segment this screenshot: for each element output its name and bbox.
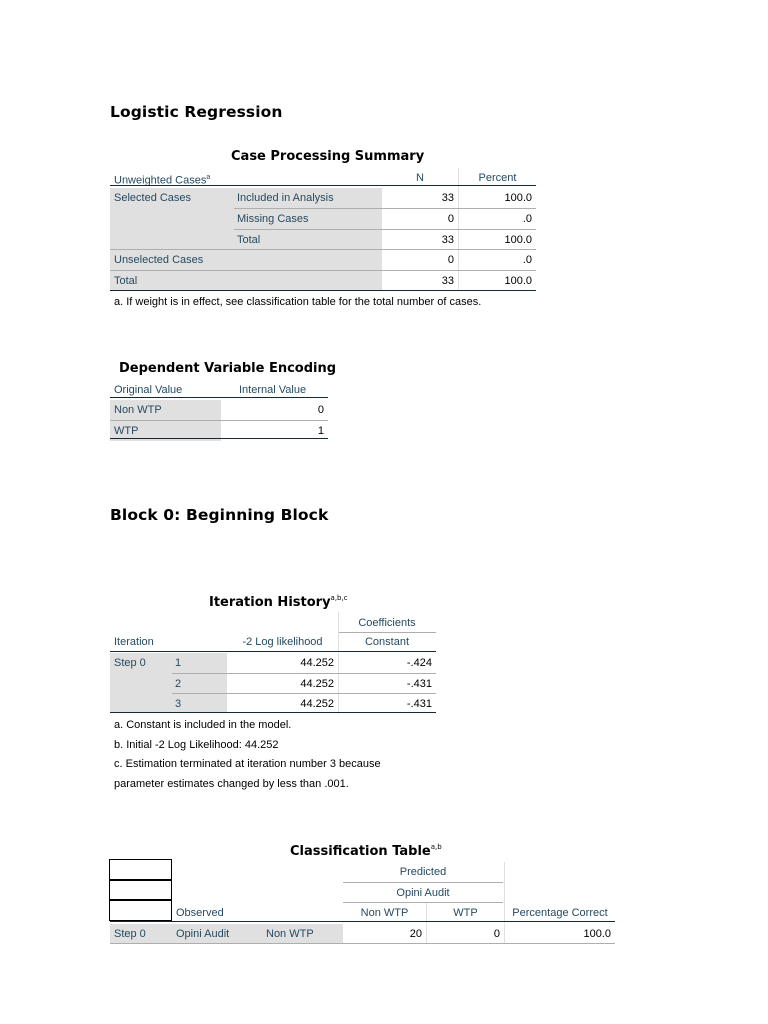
iteration-note: parameter estimates changed by less than .001.	[114, 778, 349, 790]
original-value-header: Original Value	[114, 384, 183, 396]
dependent-variable-encoding-title: Dependent Variable Encoding	[119, 361, 337, 376]
wtp-label: WTP	[110, 421, 221, 441]
constant-header: Constant	[364, 636, 410, 648]
total-sub-label: Total	[234, 230, 382, 250]
included-in-analysis-label: Included in Analysis	[234, 188, 382, 208]
observed-header: Observed	[176, 907, 224, 919]
table-cell: 0	[317, 404, 324, 416]
unselected-cases-label: Unselected Cases	[110, 250, 382, 270]
iteration-note: a. Constant is included in the model.	[114, 719, 292, 731]
step-0-label: Step 0	[114, 928, 146, 940]
table-cell: .0	[458, 250, 536, 270]
case-summary-footnote: a. If weight is in effect, see classification table for the total number of cases.	[114, 296, 482, 308]
block-0-heading: Block 0: Beginning Block	[110, 506, 329, 524]
logistic-regression-heading: Logistic Regression	[110, 103, 283, 121]
table-cell: 20	[409, 928, 422, 940]
opini-audit-label: Opini Audit	[176, 928, 230, 940]
table-cell: -.431	[338, 694, 436, 714]
unweighted-cases-header: Unweighted Cases$^a$	[114, 174, 211, 187]
iteration-note: c. Estimation terminated at iteration number 3 because	[114, 758, 381, 770]
table-cell: 100.0	[458, 271, 536, 291]
table-cell: 44.252	[300, 698, 334, 710]
predicted-header: Predicted	[399, 866, 447, 878]
step-0-label: Step 0	[114, 657, 146, 669]
classification-table-title: Classification Table$^{a,b}$	[290, 843, 442, 859]
non-wtp-header: Non WTP	[360, 907, 409, 919]
percentage-correct-header: Percentage Correct	[504, 903, 615, 923]
table-cell: .0	[458, 209, 536, 229]
total-label: Total	[110, 271, 382, 291]
table-cell: 100.0	[458, 230, 536, 250]
table-cell: 33	[441, 275, 454, 287]
table-cell: -.424	[338, 653, 436, 673]
non-wtp-label: Non WTP	[110, 400, 221, 420]
table-cell: 33	[441, 192, 454, 204]
log-likelihood-header: -2 Log likelihood	[242, 636, 323, 648]
n-header: N	[416, 172, 424, 184]
table-cell: 33	[441, 234, 454, 246]
table-cell: 44.252	[300, 657, 334, 669]
iteration-number: 2	[175, 678, 182, 690]
iteration-number: 3	[175, 698, 182, 710]
iteration-history-title: Iteration History$^{a,b,c}$	[209, 594, 348, 610]
wtp-header: WTP	[426, 903, 504, 923]
table-cell: 0	[447, 254, 454, 266]
table-cell: 100.0	[504, 924, 615, 944]
coefficients-header: Coefficients	[358, 617, 416, 629]
percent-header: Percent	[458, 168, 536, 188]
iteration-header: Iteration	[114, 636, 154, 648]
internal-value-header: Internal Value	[239, 384, 307, 396]
opini-audit-header: Opini Audit	[396, 887, 450, 899]
selected-cases-label: Selected Cases	[114, 192, 192, 204]
table-cell: -.431	[338, 674, 436, 694]
table-cell: 44.252	[300, 678, 334, 690]
table-cell: 0	[447, 213, 454, 225]
iteration-note: b. Initial -2 Log Likelihood: 44.252	[114, 739, 279, 751]
missing-cases-label: Missing Cases	[234, 209, 382, 229]
non-wtp-row-label: Non WTP	[266, 928, 314, 940]
iteration-number: 1	[175, 657, 182, 669]
table-cell: 100.0	[458, 188, 536, 208]
case-processing-summary-title: Case Processing Summary	[231, 149, 425, 164]
table-cell: 1	[317, 425, 324, 437]
table-cell: 0	[426, 924, 504, 944]
